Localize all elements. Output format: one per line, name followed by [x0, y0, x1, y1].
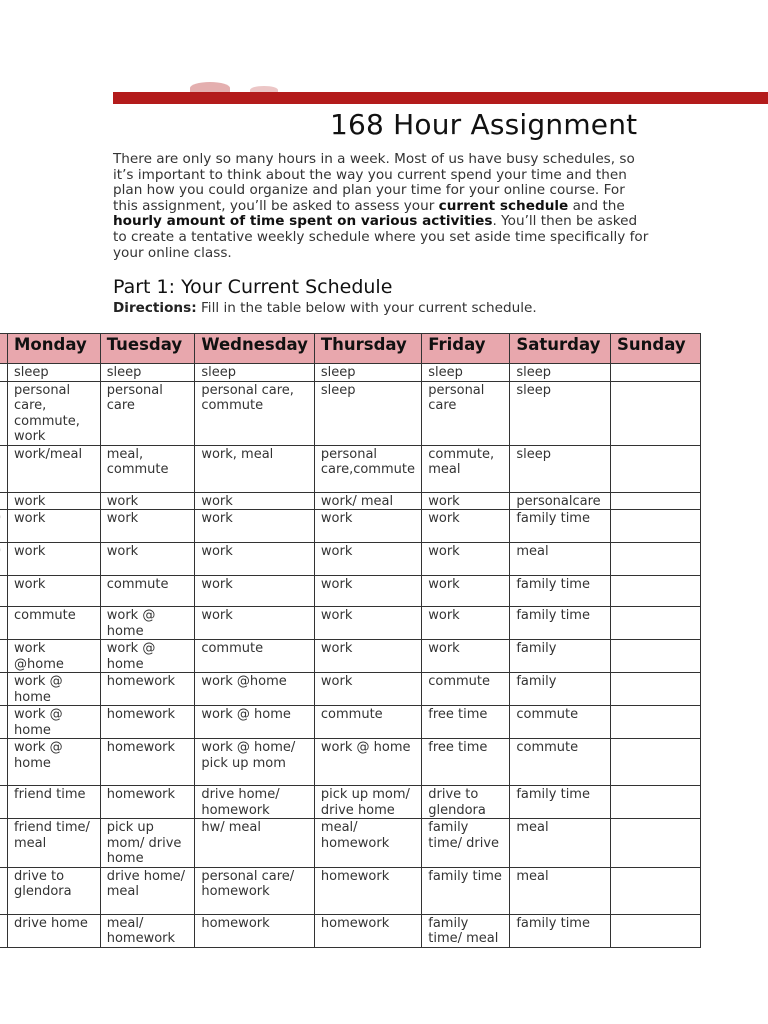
cell-monday: work @home — [8, 640, 101, 673]
cell-tuesday: work — [100, 492, 195, 510]
cell-thursday: sleep — [314, 381, 421, 445]
cell-monday: work @ home — [8, 739, 101, 786]
cell-monday: drive home — [8, 914, 101, 947]
cell-tuesday: commute — [100, 576, 195, 607]
cell-monday: work @ home — [8, 706, 101, 739]
cell-thursday: pick up mom/ drive home — [314, 786, 421, 819]
table-row — [0, 381, 701, 445]
cell-monday: work — [8, 510, 101, 543]
cell-sunday — [611, 381, 701, 445]
cell-saturday: commute — [510, 739, 611, 786]
cell-friday: family time/ meal — [422, 914, 510, 947]
table-row — [0, 739, 701, 786]
cell-thursday: homework — [314, 867, 421, 914]
cell-saturday: family time — [510, 786, 611, 819]
cell-saturday: personalcare — [510, 492, 611, 510]
header-wednesday: Wednesday — [195, 334, 315, 364]
cell-monday: personal care, commute, work — [8, 381, 101, 445]
banner-decoration — [190, 82, 230, 94]
cell-monday: friend time/ meal — [8, 819, 101, 868]
cell-sunday — [611, 739, 701, 786]
cell-wednesday: work @home — [195, 673, 315, 706]
cell-thursday: work — [314, 510, 421, 543]
intro-text-3: . You’ll then be asked to create a tentative weekly schedule where you set aside time specifically for your online class. — [113, 213, 649, 261]
cell-time — [0, 607, 8, 640]
cell-monday: work/meal — [8, 445, 101, 492]
table-row — [0, 492, 701, 510]
cell-wednesday: work @ home — [195, 706, 315, 739]
header-sunday: Sunday — [611, 334, 701, 364]
cell-thursday: personal care,commute — [314, 445, 421, 492]
cell-saturday: family time — [510, 510, 611, 543]
cell-wednesday: drive home/ homework — [195, 786, 315, 819]
cell-sunday — [611, 786, 701, 819]
cell-sunday — [611, 576, 701, 607]
cell-time — [0, 673, 8, 706]
table-row — [0, 364, 701, 382]
cell-wednesday: work — [195, 607, 315, 640]
cell-thursday: sleep — [314, 364, 421, 382]
table-row — [0, 914, 701, 947]
cell-tuesday: homework — [100, 786, 195, 819]
cell-time — [0, 914, 8, 947]
table-row — [0, 819, 701, 868]
cell-saturday: sleep — [510, 364, 611, 382]
cell-friday: work — [422, 607, 510, 640]
cell-wednesday: work — [195, 543, 315, 576]
directions — [113, 300, 537, 316]
cell-time — [0, 706, 8, 739]
cell-tuesday: homework — [100, 673, 195, 706]
cell-monday: commute — [8, 607, 101, 640]
table-header-row — [0, 334, 701, 364]
cell-thursday: homework — [314, 914, 421, 947]
header-saturday: Saturday — [510, 334, 611, 364]
cell-friday: commute — [422, 673, 510, 706]
cell-sunday — [611, 492, 701, 510]
cell-sunday — [611, 706, 701, 739]
cell-time — [0, 364, 8, 382]
cell-friday: work — [422, 543, 510, 576]
cell-time — [0, 576, 8, 607]
table-row — [0, 706, 701, 739]
cell-wednesday: work, meal — [195, 445, 315, 492]
cell-time — [0, 510, 8, 543]
schedule-table — [0, 333, 701, 948]
cell-monday: work — [8, 492, 101, 510]
cell-sunday — [611, 640, 701, 673]
cell-friday: work — [422, 640, 510, 673]
cell-sunday — [611, 819, 701, 868]
cell-time — [0, 381, 8, 445]
cell-friday: commute, meal — [422, 445, 510, 492]
cell-time — [0, 739, 8, 786]
cell-time — [0, 786, 8, 819]
table-row — [0, 543, 701, 576]
cell-saturday: family time — [510, 576, 611, 607]
cell-wednesday: work @ home/ pick up mom — [195, 739, 315, 786]
cell-sunday — [611, 673, 701, 706]
cell-friday: family time — [422, 867, 510, 914]
cell-tuesday: homework — [100, 739, 195, 786]
intro-text-1: There are only so many hours in a week. Most of us have busy schedules, so it’s important to think about the way you current spend your time and then plan how you could organize and plan your time for your online course. For this assignment, you’ll be asked to assess your — [113, 151, 635, 214]
cell-tuesday: personal care — [100, 381, 195, 445]
cell-sunday — [611, 364, 701, 382]
intro-paragraph — [113, 152, 653, 261]
cell-tuesday: pick up mom/ drive home — [100, 819, 195, 868]
cell-time — [0, 640, 8, 673]
cell-thursday: work — [314, 607, 421, 640]
cell-time — [0, 445, 8, 492]
cell-saturday: sleep — [510, 381, 611, 445]
cell-time — [0, 492, 8, 510]
cell-friday: work — [422, 492, 510, 510]
cell-saturday: sleep — [510, 445, 611, 492]
cell-tuesday: drive home/ meal — [100, 867, 195, 914]
cell-monday: work @ home — [8, 673, 101, 706]
cell-saturday: meal — [510, 819, 611, 868]
cell-saturday: family time — [510, 914, 611, 947]
section-heading: Part 1: Your Current Schedule — [113, 276, 393, 298]
cell-tuesday: work @ home — [100, 640, 195, 673]
cell-sunday — [611, 914, 701, 947]
page-title: 168 Hour Assignment — [330, 108, 638, 141]
header-time — [0, 334, 8, 364]
cell-tuesday: work — [100, 510, 195, 543]
cell-tuesday: meal/ homework — [100, 914, 195, 947]
cell-tuesday: work — [100, 543, 195, 576]
table-row — [0, 445, 701, 492]
directions-label: Directions: — [113, 300, 197, 316]
table-row — [0, 510, 701, 543]
cell-monday: drive to glendora — [8, 867, 101, 914]
cell-monday: work — [8, 543, 101, 576]
cell-saturday: family — [510, 640, 611, 673]
cell-thursday: work — [314, 576, 421, 607]
cell-saturday: meal — [510, 543, 611, 576]
cell-tuesday: meal, commute — [100, 445, 195, 492]
cell-sunday — [611, 445, 701, 492]
cell-sunday — [611, 867, 701, 914]
cell-wednesday: work — [195, 510, 315, 543]
cell-time — [0, 819, 8, 868]
table-row — [0, 786, 701, 819]
header-monday: Monday — [8, 334, 101, 364]
cell-sunday — [611, 607, 701, 640]
header-friday: Friday — [422, 334, 510, 364]
cell-thursday: meal/ homework — [314, 819, 421, 868]
table-row — [0, 673, 701, 706]
cell-thursday: work — [314, 673, 421, 706]
cell-tuesday: sleep — [100, 364, 195, 382]
cell-thursday: work — [314, 640, 421, 673]
cell-saturday: family — [510, 673, 611, 706]
cell-saturday: meal — [510, 867, 611, 914]
cell-friday: personal care — [422, 381, 510, 445]
cell-monday: friend time — [8, 786, 101, 819]
cell-monday: sleep — [8, 364, 101, 382]
cell-friday: free time — [422, 706, 510, 739]
cell-thursday: work — [314, 543, 421, 576]
cell-time — [0, 867, 8, 914]
cell-time — [0, 543, 8, 576]
cell-saturday: commute — [510, 706, 611, 739]
cell-tuesday: work @ home — [100, 607, 195, 640]
header-thursday: Thursday — [314, 334, 421, 364]
cell-wednesday: hw/ meal — [195, 819, 315, 868]
cell-friday: free time — [422, 739, 510, 786]
cell-wednesday: personal care/ homework — [195, 867, 315, 914]
intro-text-2: and the — [568, 197, 625, 214]
banner-decoration-small — [250, 86, 278, 94]
table-row — [0, 640, 701, 673]
table-row — [0, 576, 701, 607]
cell-thursday: work @ home — [314, 739, 421, 786]
cell-friday: sleep — [422, 364, 510, 382]
cell-friday: work — [422, 576, 510, 607]
cell-monday: work — [8, 576, 101, 607]
cell-saturday: family time — [510, 607, 611, 640]
cell-sunday — [611, 510, 701, 543]
cell-wednesday: personal care, commute — [195, 381, 315, 445]
table-row — [0, 607, 701, 640]
cell-wednesday: work — [195, 576, 315, 607]
cell-friday: family time/ drive — [422, 819, 510, 868]
cell-thursday: work/ meal — [314, 492, 421, 510]
directions-text: Fill in the table below with your current schedule. — [196, 300, 537, 316]
intro-bold-2: hourly amount of time spent on various activities — [113, 213, 493, 230]
cell-wednesday: sleep — [195, 364, 315, 382]
table-row — [0, 867, 701, 914]
cell-wednesday: homework — [195, 914, 315, 947]
cell-thursday: commute — [314, 706, 421, 739]
header-tuesday: Tuesday — [100, 334, 195, 364]
cell-tuesday: homework — [100, 706, 195, 739]
cell-sunday — [611, 543, 701, 576]
cell-friday: drive to glendora — [422, 786, 510, 819]
cell-wednesday: work — [195, 492, 315, 510]
cell-wednesday: commute — [195, 640, 315, 673]
intro-bold-1: current schedule — [438, 197, 569, 214]
cell-friday: work — [422, 510, 510, 543]
